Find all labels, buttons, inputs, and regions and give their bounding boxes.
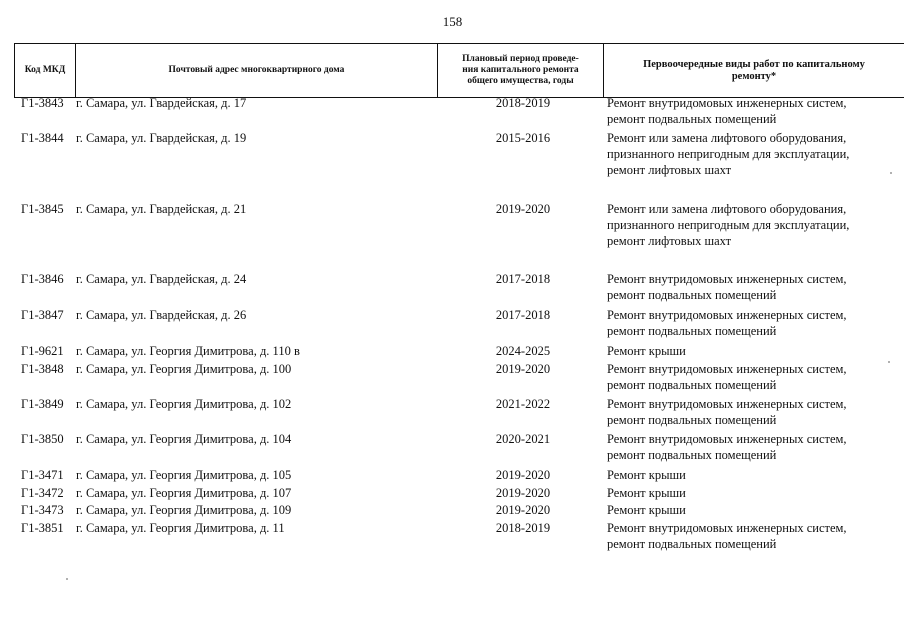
row-works: Ремонт крыши [607, 344, 686, 358]
row-period: 2019-2020 [495, 486, 551, 500]
row-works: Ремонт внутридомовых инженерных систем, ремонт подвальных помещений [607, 432, 847, 462]
row-works: Ремонт или замена лифтового оборудования, признанного непригодным для эксплуатации, ремонт лифтовых шахт [607, 202, 850, 248]
row-code: Г1-3844 [21, 131, 64, 145]
scan-speck [66, 578, 68, 580]
header-code: Код МКД [24, 65, 66, 75]
row-code: Г1-3472 [21, 486, 64, 500]
scan-speck [888, 361, 890, 363]
row-period: 2024-2025 [495, 344, 551, 358]
row-code: Г1-3850 [21, 432, 64, 446]
table-header [14, 43, 904, 98]
row-code: Г1-3473 [21, 503, 64, 517]
row-address: г. Самара, ул. Гвардейская, д. 17 [76, 96, 247, 110]
row-period: 2017-2018 [495, 308, 551, 322]
row-code: Г1-3851 [21, 521, 64, 535]
row-period: 2018-2019 [495, 96, 551, 110]
row-address: г. Самара, ул. Гвардейская, д. 19 [76, 131, 247, 145]
scan-speck [890, 172, 892, 174]
row-code: Г1-3849 [21, 397, 64, 411]
row-period: 2021-2022 [495, 397, 551, 411]
row-works: Ремонт крыши [607, 486, 686, 500]
row-address: г. Самара, ул. Гвардейская, д. 24 [76, 272, 247, 286]
row-address: г. Самара, ул. Георгия Димитрова, д. 109 [76, 503, 292, 517]
row-code: Г1-3843 [21, 96, 64, 110]
row-code: Г1-3471 [21, 468, 64, 482]
row-address: г. Самара, ул. Георгия Димитрова, д. 105 [76, 468, 292, 482]
row-address: г. Самара, ул. Георгия Димитрова, д. 104 [76, 432, 292, 446]
row-period: 2017-2018 [495, 272, 551, 286]
row-works: Ремонт крыши [607, 503, 686, 517]
row-address: г. Самара, ул. Гвардейская, д. 26 [76, 308, 247, 322]
row-period: 2019-2020 [495, 202, 551, 216]
row-code: Г1-3848 [21, 362, 64, 376]
row-works: Ремонт внутридомовых инженерных систем, ремонт подвальных помещений [607, 362, 847, 392]
row-works: Ремонт внутридомовых инженерных систем, ремонт подвальных помещений [607, 521, 847, 551]
row-code: Г1-3846 [21, 272, 64, 286]
row-period: 2019-2020 [495, 362, 551, 376]
row-code: Г1-9621 [21, 344, 64, 358]
row-address: г. Самара, ул. Георгия Димитрова, д. 102 [76, 397, 292, 411]
row-address: г. Самара, ул. Георгия Димитрова, д. 110 в [76, 344, 300, 358]
row-works: Ремонт внутридомовых инженерных систем, ремонт подвальных помещений [607, 96, 847, 126]
row-period: 2018-2019 [495, 521, 551, 535]
row-works: Ремонт крыши [607, 468, 686, 482]
row-works: Ремонт внутридомовых инженерных систем, ремонт подвальных помещений [607, 272, 847, 302]
row-code: Г1-3845 [21, 202, 64, 216]
row-works: Ремонт или замена лифтового оборудования, признанного непригодным для эксплуатации, ремонт лифтовых шахт [607, 131, 850, 177]
row-address: г. Самара, ул. Гвардейская, д. 21 [76, 202, 247, 216]
row-works: Ремонт внутридомовых инженерных систем, ремонт подвальных помещений [607, 397, 847, 427]
row-period: 2019-2020 [495, 468, 551, 482]
header-works: Первоочередные виды работ по капитальному ремонту* [643, 58, 865, 82]
page-number: 158 [442, 14, 463, 29]
row-address: г. Самара, ул. Георгия Димитрова, д. 107 [76, 486, 292, 500]
row-address: г. Самара, ул. Георгия Димитрова, д. 100 [76, 362, 292, 376]
header-address: Почтовый адрес многоквартирного дома [168, 65, 345, 75]
row-period: 2015-2016 [495, 131, 551, 145]
row-address: г. Самара, ул. Георгия Димитрова, д. 11 [76, 521, 285, 535]
header-period: Плановый период проведе- ния капитального ремонта общего имущества, годы [462, 54, 579, 86]
row-period: 2019-2020 [495, 503, 551, 517]
row-code: Г1-3847 [21, 308, 64, 322]
row-works: Ремонт внутридомовых инженерных систем, ремонт подвальных помещений [607, 308, 847, 338]
row-period: 2020-2021 [495, 432, 551, 446]
